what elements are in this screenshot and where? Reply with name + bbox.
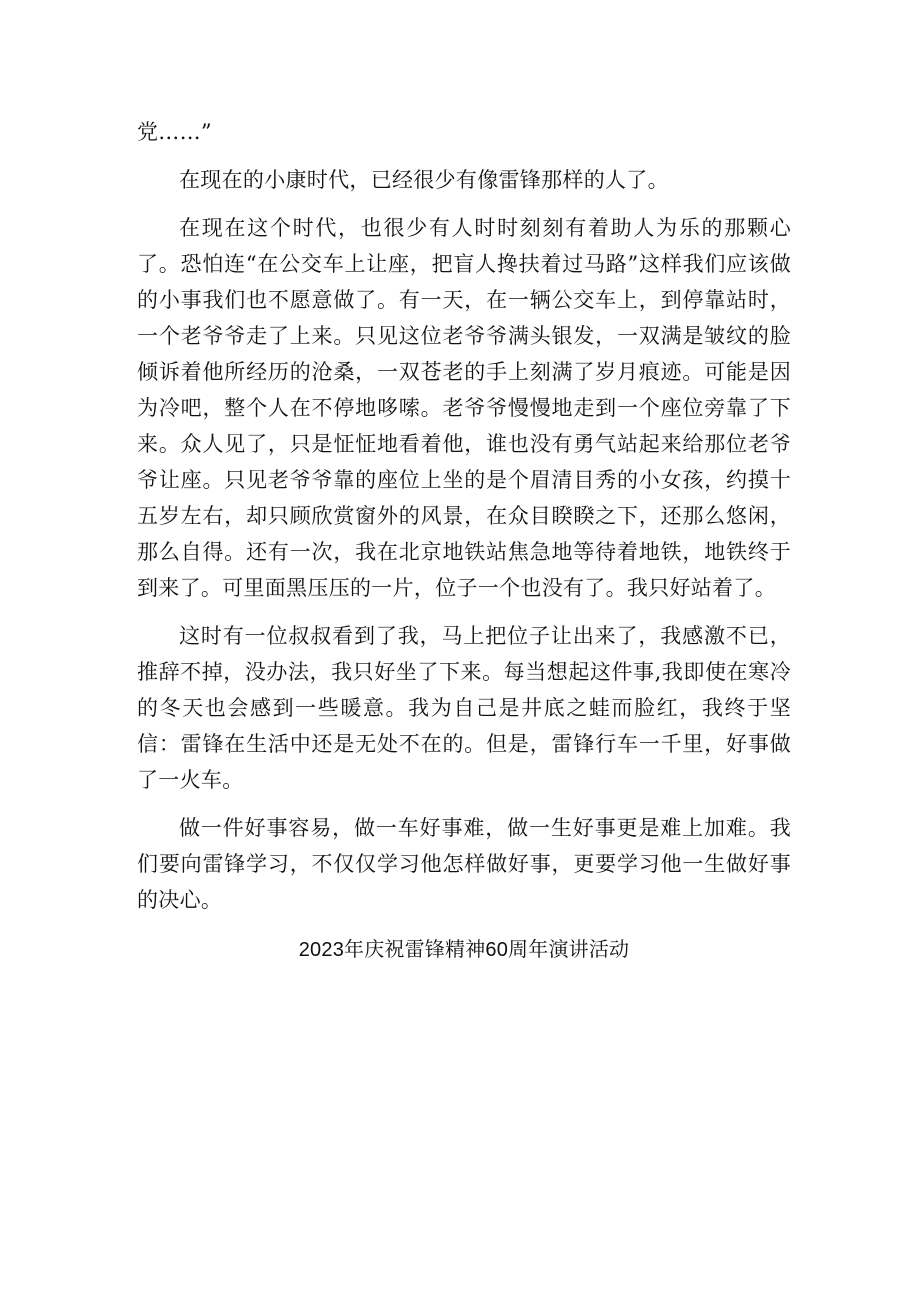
paragraph-uncle-seat: 这时有一位叔叔看到了我，马上把位子让出来了，我感激不已，推辞不掉，没办法，我只好坐了下来。每当想起这件事,我即使在寒冷的冬天也会感到一些暖意。我为自己是井底之蛙而脸红，我终于坚信：雷锋在生活中还是无处不在的。但是，雷锋行车一千里，好事做了一火车。 [137, 624, 791, 792]
paragraph-xiaokang-era: 在现在的小康时代，已经很少有像雷锋那样的人了。 [179, 168, 669, 192]
paragraph-bus-story: 在现在这个时代，也很少有人时时刻刻有着助人为乐的那颗心了。恐怕连“在公交车上让座，把盲人搀扶着过马路”这样我们应该做的小事我们也不愿意做了。有一天，在一辆公交车上，到停靠站时，一个老爷爷走了上来。只见这位老爷爷满头银发，一双满是皱纹的脸倾诉着他所经历的沧桑，一双苍老的手上刻满了岁月痕迹。可能是因为冷吧，整个人在不停地哆嗦。老爷爷慢慢地走到一个座位旁靠了下来。众人见了，只是怔怔地看着他，谁也没有勇气站起来给那位老爷爷让座。只见老爷爷靠的座位上坐的是个眉清目秀的小女孩，约摸十五岁左右，却只顾欣赏窗外的风景，在众目睽睽之下，还那么悠闲，那么自得。还有一次，我在北京地铁站焦急地等待着地铁，地铁终于到来了。可里面黑压压的一片，位子一个也没有了。我只好站着了。 [137, 216, 791, 600]
paragraph-continuation: 党……” [137, 120, 212, 144]
paragraph-conclusion: 做一件好事容易，做一车好事难，做一生好事更是难上加难。我们要向雷锋学习，不仅仅学习他怎样做好事，更要学习他一生做好事的决心。 [137, 816, 791, 912]
document-body [137, 114, 791, 968]
section-heading: 2023年庆祝雷锋精神60周年演讲活动 [298, 939, 630, 961]
